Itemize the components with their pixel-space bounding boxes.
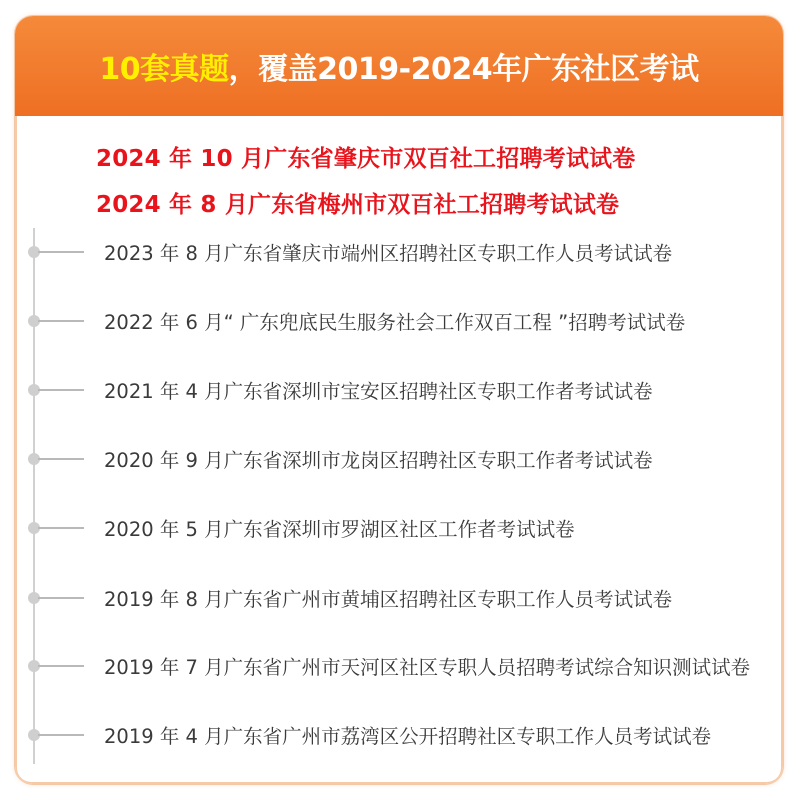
list-item-text: 2019 年 4 月广东省广州市荔湾区公开招聘社区专职工作人员考试试卷 — [104, 725, 712, 748]
list-item — [28, 240, 672, 264]
list-item-text: 2019 年 7 月广东省广州市天河区社区专职人员招聘考试综合知识测试试卷 — [104, 656, 751, 679]
highlight-exam-2: 2024 年 8 月广东省梅州市双百社工招聘考试试卷 — [96, 192, 620, 218]
list-item — [28, 447, 653, 471]
header-highlight: 10套真题 — [99, 52, 229, 87]
card-header — [15, 16, 783, 116]
timeline-connector — [38, 527, 84, 529]
header-title: ，覆盖2019-2024年广东社区考试 — [228, 52, 699, 87]
list-item-text: 2023 年 8 月广东省肇庆市端州区招聘社区专职工作人员考试试卷 — [104, 242, 673, 265]
timeline-connector — [38, 389, 84, 391]
list-item-text: 2020 年 9 月广东省深圳市龙岗区招聘社区专职工作者考试试卷 — [104, 449, 653, 472]
timeline-connector — [38, 665, 84, 667]
list-item-text: 2019 年 8 月广东省广州市黄埔区招聘社区专职工作人员考试试卷 — [104, 588, 673, 611]
timeline-connector — [38, 251, 84, 253]
timeline-connector — [38, 320, 84, 322]
list-item — [28, 378, 653, 402]
list-item — [28, 309, 685, 333]
timeline-connector — [38, 458, 84, 460]
highlight-exam-1: 2024 年 10 月广东省肇庆市双百社工招聘考试试卷 — [96, 146, 636, 172]
list-item — [28, 586, 672, 610]
list-item — [28, 723, 711, 747]
list-item — [28, 516, 575, 540]
list-item-text: 2020 年 5 月广东省深圳市罗湖区社区工作者考试试卷 — [104, 518, 575, 541]
list-item-text: 2021 年 4 月广东省深圳市宝安区招聘社区专职工作者考试试卷 — [104, 380, 653, 403]
timeline-connector — [38, 734, 84, 736]
list-item-text: 2022 年 6 月“ 广东兜底民生服务社会工作双百工程 ”招聘考试试卷 — [104, 311, 686, 334]
timeline-connector — [38, 597, 84, 599]
list-item — [28, 654, 750, 678]
